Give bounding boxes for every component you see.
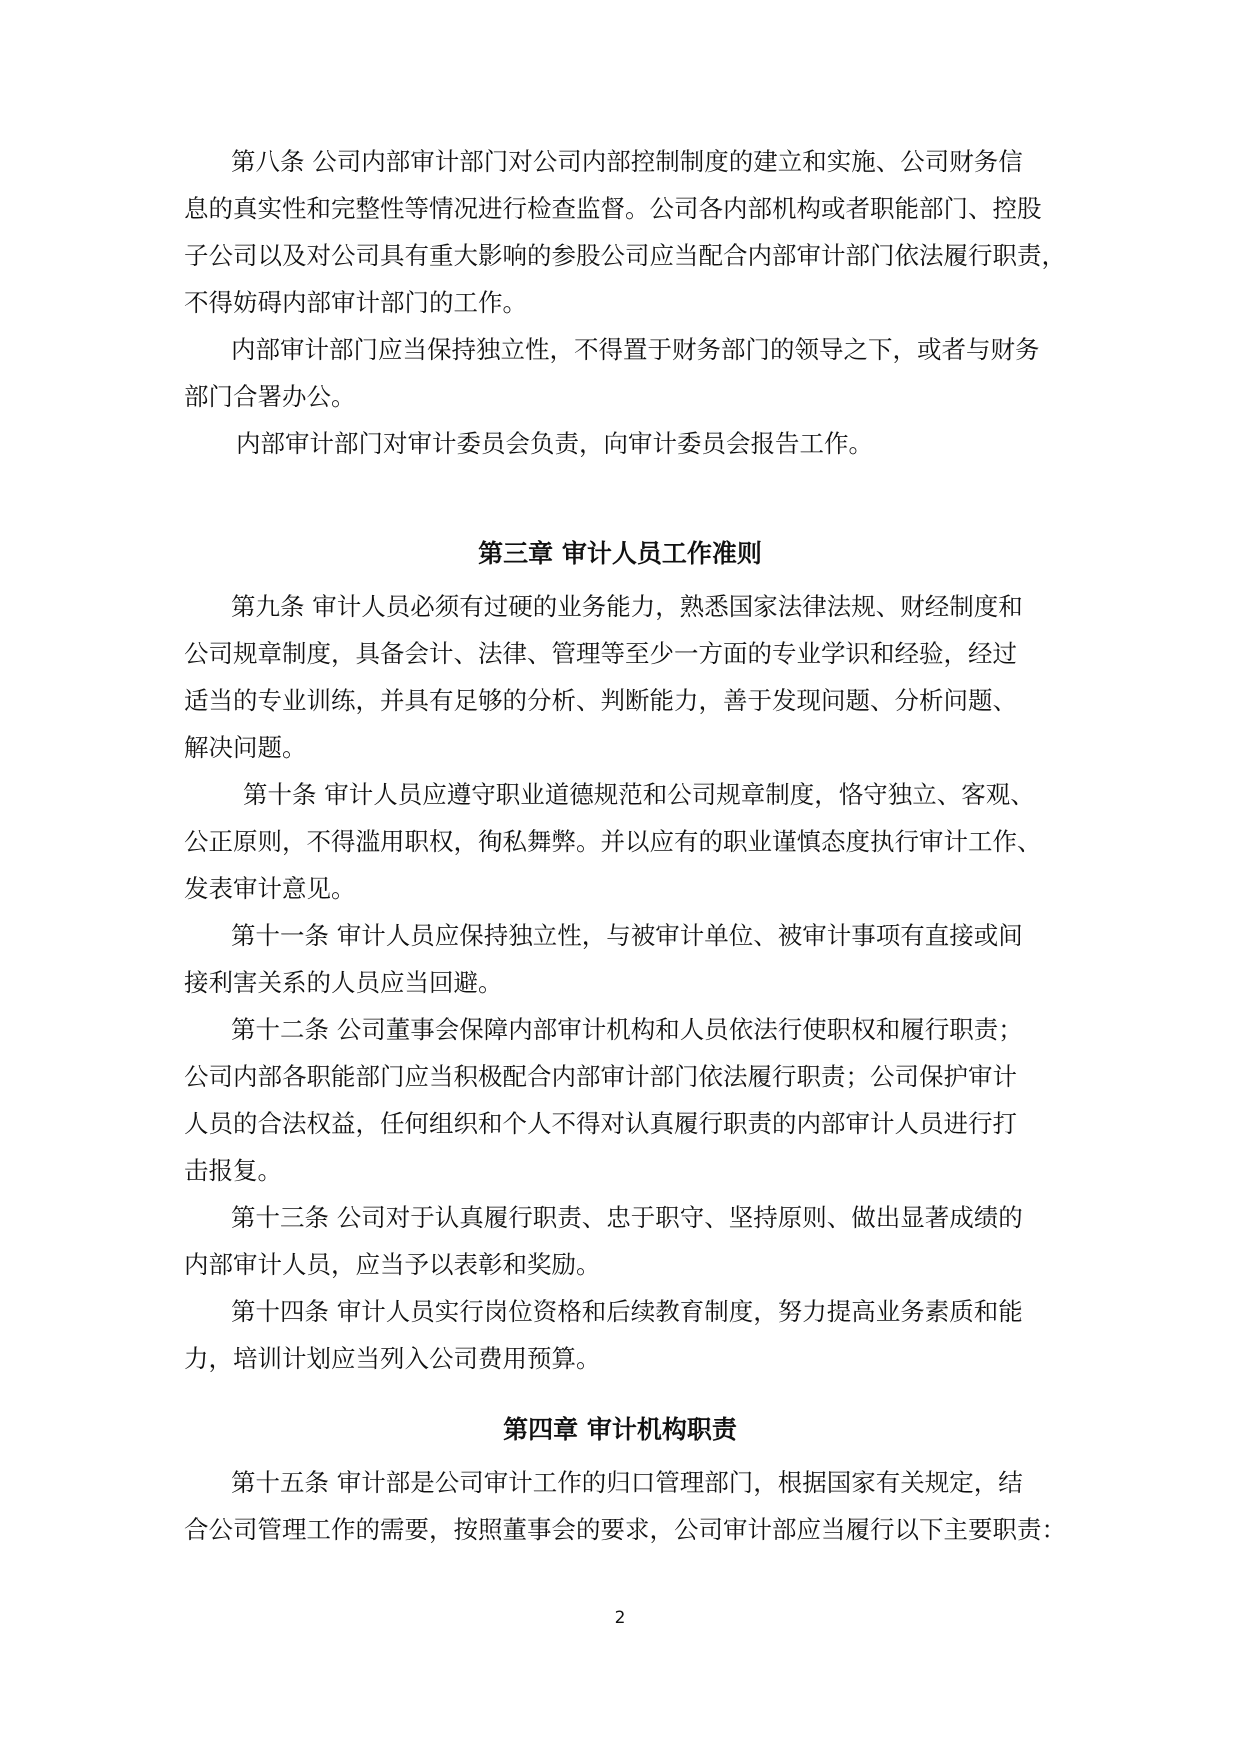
paragraph-line: 部门合署办公。 — [184, 382, 356, 411]
chapter-heading: 第三章 审计人员工作准则 — [478, 539, 762, 568]
paragraph-line: 息的真实性和完整性等情况进行检查监督。公司各内部机构或者职能部门、控股 — [184, 194, 1042, 223]
chapter-heading: 第四章 审计机构职责 — [503, 1415, 737, 1444]
paragraph-line: 公正原则，不得滥用职权，徇私舞弊。并以应有的职业谨慎态度执行审计工作、 — [184, 827, 1042, 856]
paragraph-line: 合公司管理工作的需要，按照董事会的要求，公司审计部应当履行以下主要职责： — [184, 1515, 1066, 1544]
paragraph-line: 公司规章制度，具备会计、法律、管理等至少一方面的专业学识和经验，经过 — [184, 639, 1017, 668]
paragraph-line: 第十五条 审计部是公司审计工作的归口管理部门，根据国家有关规定，结 — [231, 1468, 1023, 1497]
paragraph-line: 子公司以及对公司具有重大影响的参股公司应当配合内部审计部门依法履行职责， — [184, 241, 1066, 270]
paragraph-line: 第十四条 审计人员实行岗位资格和后续教育制度，努力提高业务素质和能 — [231, 1297, 1023, 1326]
paragraph-line: 击报复。 — [184, 1156, 282, 1185]
paragraph-line: 不得妨碍内部审计部门的工作。 — [184, 288, 527, 317]
paragraph-line: 第八条 公司内部审计部门对公司内部控制制度的建立和实施、公司财务信 — [231, 147, 1023, 176]
page-number: 2 — [614, 1608, 626, 1628]
paragraph-line: 公司内部各职能部门应当积极配合内部审计部门依法履行职责；公司保护审计 — [184, 1062, 1017, 1091]
paragraph-line: 内部审计人员，应当予以表彰和奖励。 — [184, 1250, 601, 1279]
paragraph-line: 内部审计部门对审计委员会负责，向审计委员会报告工作。 — [236, 429, 873, 458]
paragraph-line: 第十三条 公司对于认真履行职责、忠于职守、坚持原则、做出显著成绩的 — [231, 1203, 1023, 1232]
paragraph-line: 人员的合法权益，任何组织和个人不得对认真履行职责的内部审计人员进行打 — [184, 1109, 1017, 1138]
paragraph-line: 解决问题。 — [184, 733, 307, 762]
paragraph-line: 力，培训计划应当列入公司费用预算。 — [184, 1344, 601, 1373]
paragraph-line: 接利害关系的人员应当回避。 — [184, 968, 503, 997]
paragraph-line: 适当的专业训练，并具有足够的分析、判断能力，善于发现问题、分析问题、 — [184, 686, 1017, 715]
paragraph-line: 第九条 审计人员必须有过硬的业务能力，熟悉国家法律法规、财经制度和 — [231, 592, 1023, 621]
paragraph-line: 发表审计意见。 — [184, 874, 356, 903]
paragraph-line: 第十一条 审计人员应保持独立性，与被审计单位、被审计事项有直接或间 — [231, 921, 1023, 950]
paragraph-line: 第十条 审计人员应遵守职业道德规范和公司规章制度，恪守独立、客观、 — [243, 780, 1035, 809]
paragraph-line: 内部审计部门应当保持独立性，不得置于财务部门的领导之下，或者与财务 — [231, 335, 1040, 364]
paragraph-line: 第十二条 公司董事会保障内部审计机构和人员依法行使职权和履行职责； — [231, 1015, 1023, 1044]
